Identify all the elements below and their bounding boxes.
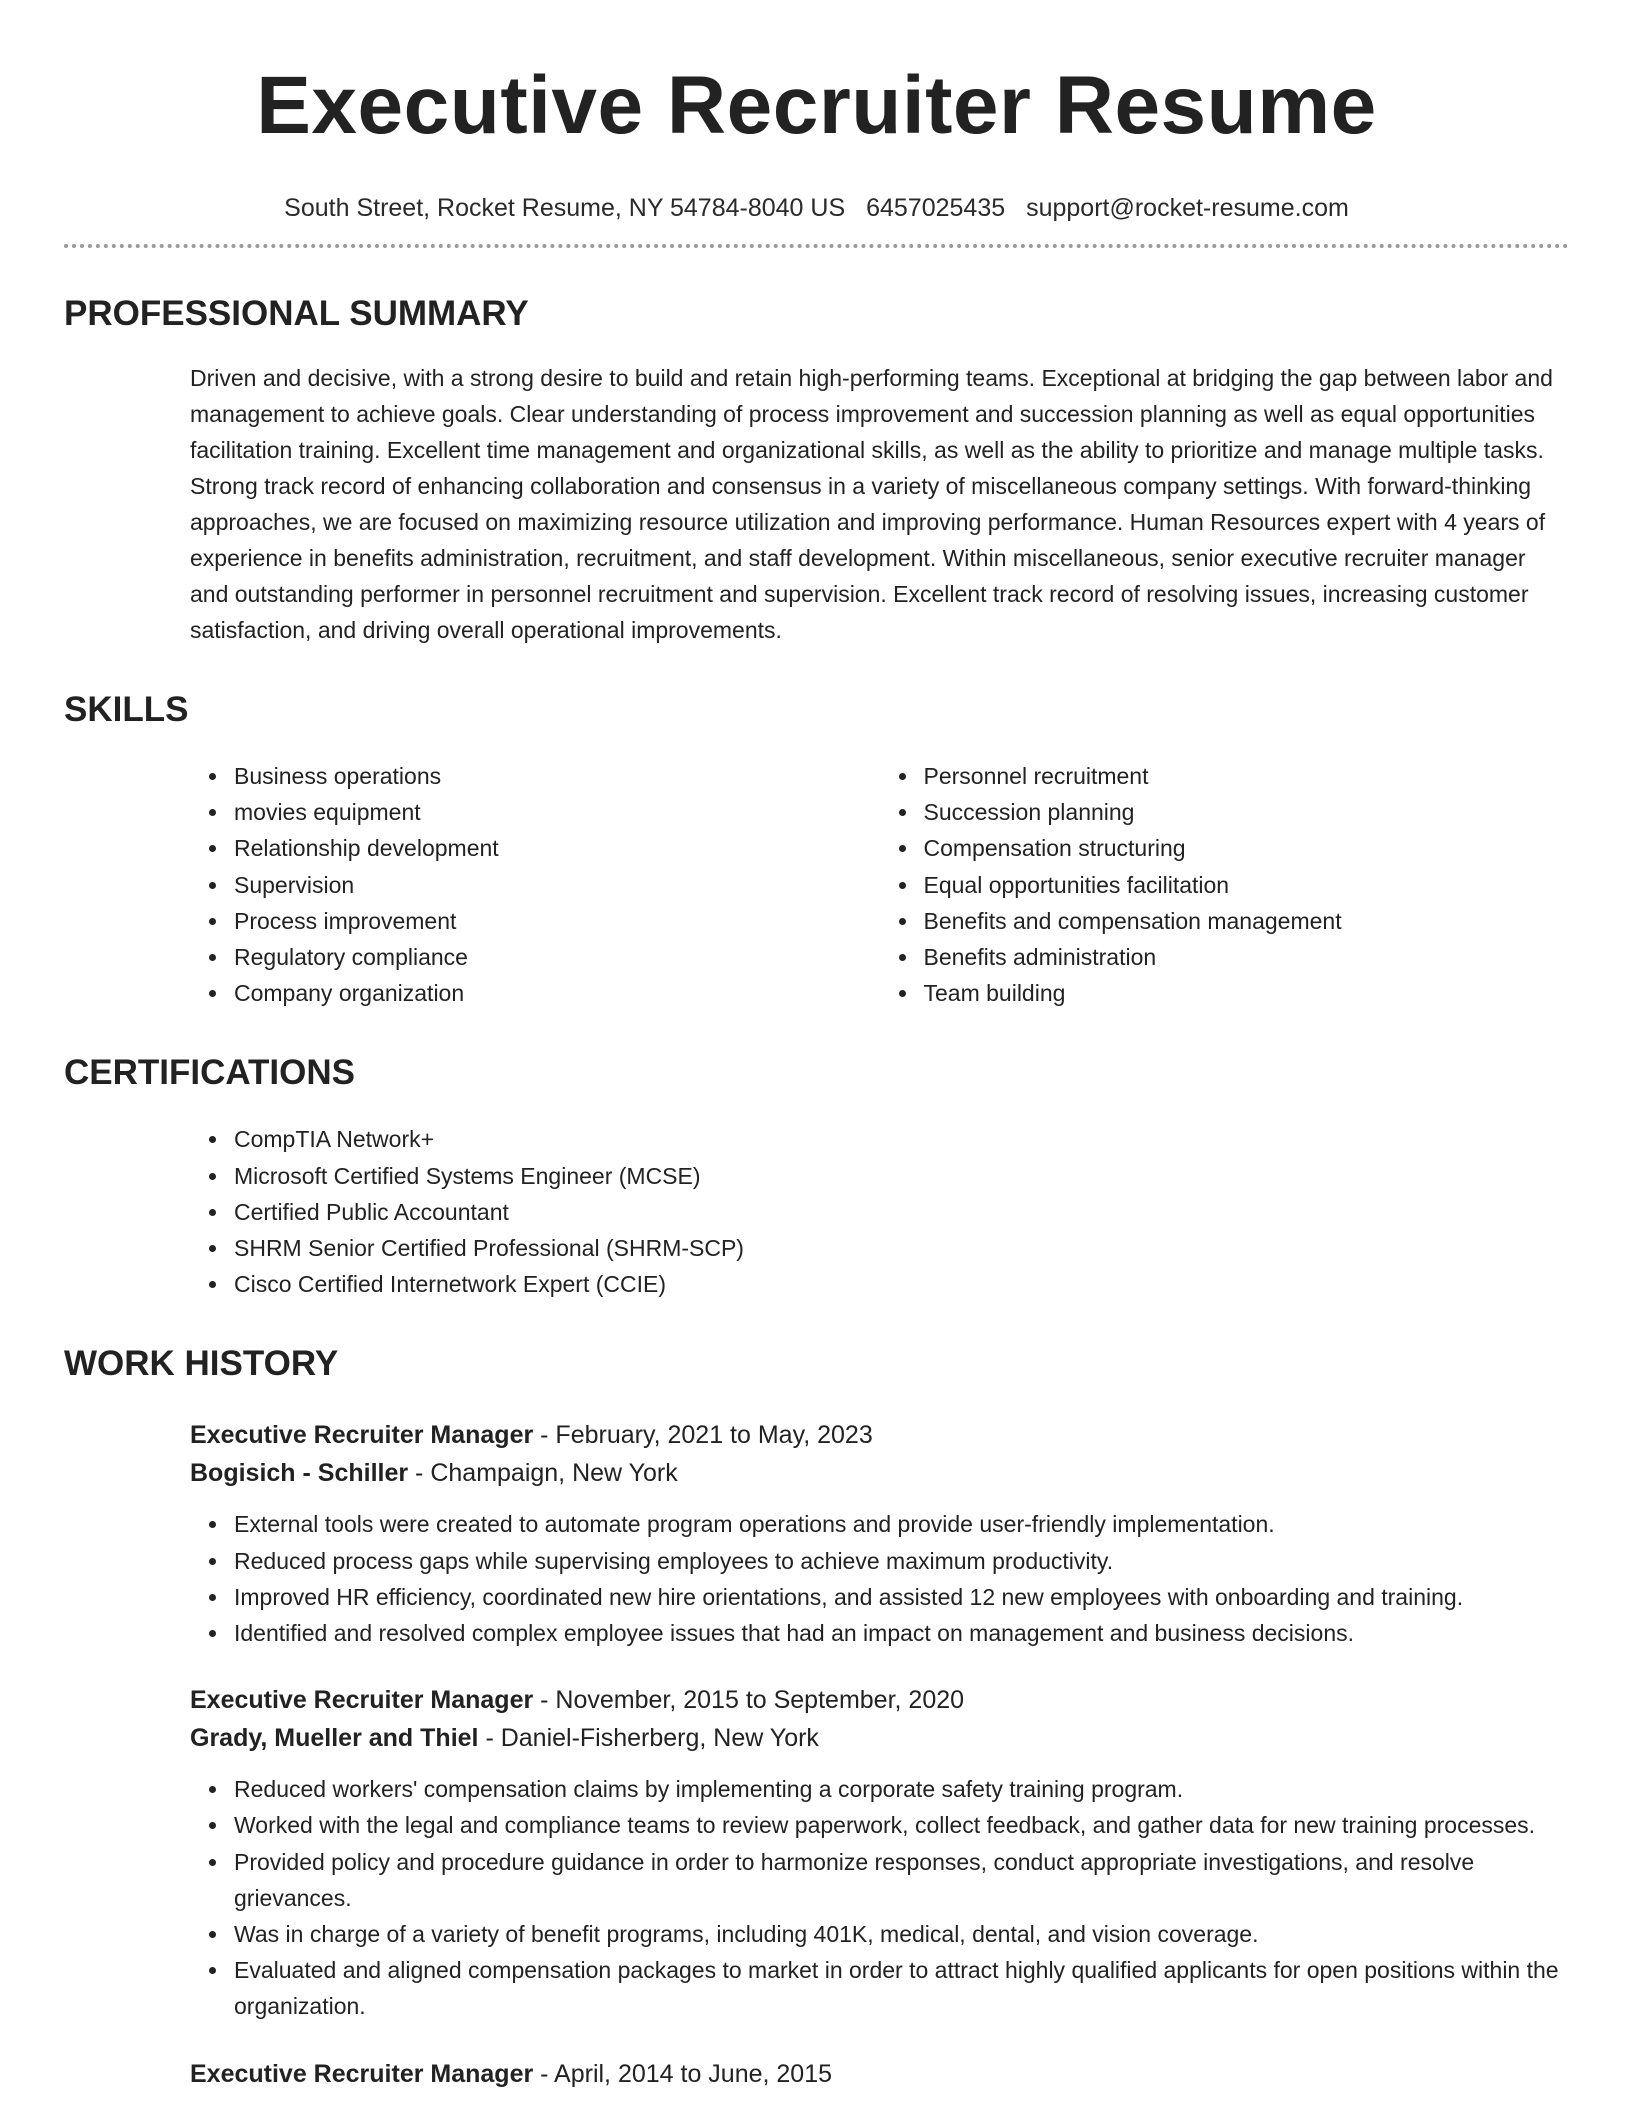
summary-section xyxy=(64,292,1569,648)
job-bullet: Reduced process gaps while supervising employees to achieve maximum productivity. xyxy=(234,1543,1569,1579)
certifications-section xyxy=(64,1051,1569,1302)
work-history-heading: WORK HISTORY xyxy=(64,1344,339,1384)
skill-item: Team building xyxy=(924,975,1570,1011)
job-company: Grady, Mueller and Thiel xyxy=(190,1724,479,1753)
work-history-section xyxy=(64,1342,1569,2092)
job-bullet: Worked with the legal and compliance teams to review paperwork, collect feedback, and gather data for new training processes. xyxy=(234,1807,1569,1843)
certification-item: Certified Public Accountant xyxy=(234,1194,1569,1230)
skill-item: Compensation structuring xyxy=(924,830,1570,866)
job-title-line xyxy=(190,2055,1569,2093)
job-dates: - February, 2021 to May, 2023 xyxy=(533,1421,873,1450)
job-entry xyxy=(190,2055,1569,2093)
skill-item: Relationship development xyxy=(234,830,880,866)
certifications-heading: CERTIFICATIONS xyxy=(64,1053,356,1093)
job-bullet: Reduced workers' compensation claims by implementing a corporate safety training program. xyxy=(234,1771,1569,1807)
certification-item: CompTIA Network+ xyxy=(234,1121,1569,1157)
skill-item: Business operations xyxy=(234,758,880,794)
job-entry xyxy=(190,1416,1569,1651)
job-bullets xyxy=(190,1771,1569,2024)
certifications-list-wrap xyxy=(190,1121,1569,1302)
job-title: Executive Recruiter Manager xyxy=(190,2059,534,2088)
skill-item: Supervision xyxy=(234,867,880,903)
job-location: - Champaign, New York xyxy=(408,1459,678,1488)
certification-item: Cisco Certified Internetwork Expert (CCIE) xyxy=(234,1266,1569,1302)
skills-heading: SKILLS xyxy=(64,690,189,729)
skill-item: Benefits and compensation management xyxy=(924,903,1570,939)
skill-item: Equal opportunities facilitation xyxy=(924,867,1570,903)
resume-title: Executive Recruiter Resume xyxy=(256,60,1377,151)
skill-item: Regulatory compliance xyxy=(234,939,880,975)
contact-phone: 6457025435 xyxy=(866,194,1006,222)
job-bullet: Evaluated and aligned compensation packages to market in order to attract highly qualified applicants for open positions within the organization. xyxy=(234,1952,1569,2024)
job-bullet: Was in charge of a variety of benefit programs, including 401K, medical, dental, and vision coverage. xyxy=(234,1916,1569,1952)
contact-email: support@rocket-resume.com xyxy=(1026,194,1349,222)
job-title: Executive Recruiter Manager xyxy=(190,1686,534,1715)
skills-section xyxy=(64,688,1569,1011)
skill-item: Benefits administration xyxy=(924,939,1570,975)
certification-item: SHRM Senior Certified Professional (SHRM-SCP) xyxy=(234,1230,1569,1266)
skill-item: Company organization xyxy=(234,975,880,1011)
certifications-list xyxy=(190,1121,1569,1302)
skill-item: movies equipment xyxy=(234,794,880,830)
job-title-line xyxy=(190,1416,1569,1454)
skill-item: Process improvement xyxy=(234,903,880,939)
job-title: Executive Recruiter Manager xyxy=(190,1421,534,1450)
job-bullet: Improved HR efficiency, coordinated new hire orientations, and assisted 12 new employees with onboarding and training. xyxy=(234,1579,1569,1615)
job-company-line xyxy=(190,1454,1569,1492)
skill-item: Succession planning xyxy=(924,794,1570,830)
skill-item: Personnel recruitment xyxy=(924,758,1570,794)
contact-address: South Street, Rocket Resume, NY 54784-8040 US xyxy=(284,194,846,222)
job-dates: - April, 2014 to June, 2015 xyxy=(533,2059,833,2088)
job-location: - Daniel-Fisherberg, New York xyxy=(478,1724,819,1753)
job-bullet: Identified and resolved complex employee issues that had an impact on management and business decisions. xyxy=(234,1615,1569,1651)
certification-item: Microsoft Certified Systems Engineer (MCSE) xyxy=(234,1158,1569,1194)
contact-line xyxy=(64,192,1569,224)
job-company: Bogisich - Schiller xyxy=(190,1459,409,1488)
skills-grid xyxy=(190,758,1569,1011)
header-divider xyxy=(64,244,1569,248)
summary-heading: PROFESSIONAL SUMMARY xyxy=(64,294,529,333)
job-bullet: Provided policy and procedure guidance in order to harmonize responses, conduct appropriate investigations, and resolve grievances. xyxy=(234,1844,1569,1916)
job-company-line xyxy=(190,1719,1569,1757)
skills-right-list xyxy=(880,758,1570,1011)
job-dates: - November, 2015 to September, 2020 xyxy=(533,1686,965,1715)
summary-text: Driven and decisive, with a strong desire to build and retain high-performing teams. Exceptional at bridging the gap between labor and management to achieve goals. Clear understanding of process improvement and succession planning as well as equal opportunities facilitation training. Excellent time management and organizational skills, as well as the ability to prioritize and manage multiple tasks. Strong track record of enhancing collaboration and consensus in a variety of miscellaneous company settings. With forward-thinking approaches, we are focused on maximizing resource utilization and improving performance. Human Resources expert with 4 years of experience in benefits administration, recruitment, and staff development. Within miscellaneous, senior executive recruiter manager and outstanding performer in personnel recruitment and supervision. Excellent track record of resolving issues, increasing customer satisfaction, and driving overall operational improvements. xyxy=(190,365,1553,643)
job-bullet: External tools were created to automate program operations and provide user-friendly implementation. xyxy=(234,1506,1569,1542)
skills-left-list xyxy=(190,758,880,1011)
job-bullets xyxy=(190,1506,1569,1651)
job-title-line xyxy=(190,1681,1569,1719)
job-entry xyxy=(190,1681,1569,2024)
